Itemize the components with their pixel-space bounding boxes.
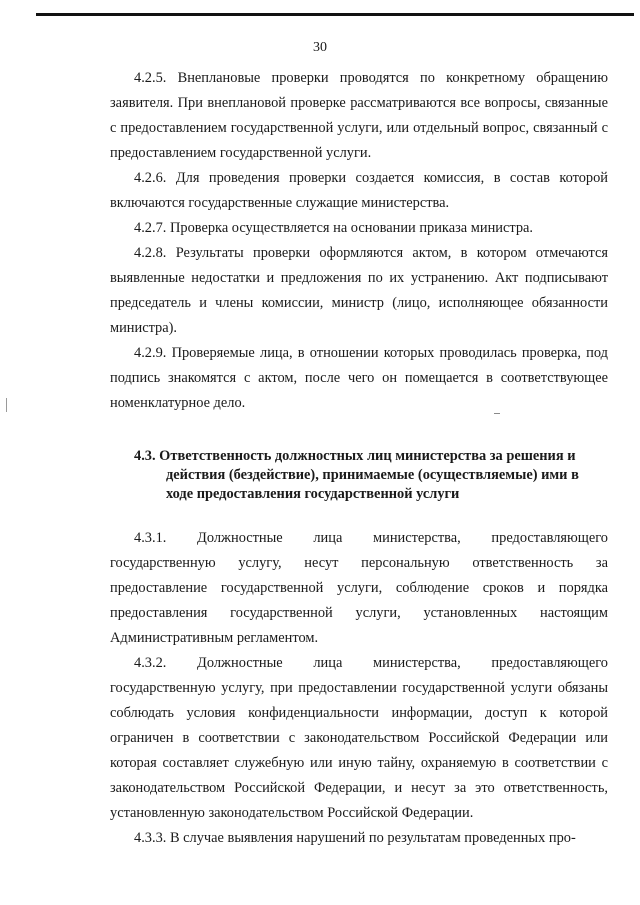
top-rule xyxy=(36,13,634,16)
section-heading-4-3 xyxy=(110,447,608,504)
document-body xyxy=(110,66,608,851)
paragraph-4-3-1: 4.3.1. Должностные лица министерства, предоставляющего государственную услугу, несут персональную ответственность за предоставление государственной услуги, соблюдение сроков и порядка предоставления государственной услуги, установленных настоящим Административным регламентом. xyxy=(110,530,608,646)
paragraph-4-2-5: 4.2.5. Внеплановые проверки проводятся по конкретному обращению заявителя. При внеплановой проверке рассматриваются все вопросы, связанные с предоставлением государственной услуги, или отдельный вопрос, связанный с предоставлением государственной услуги. xyxy=(110,70,608,161)
paragraph-4-2-7: 4.2.7. Проверка осуществляется на основании приказа министра. xyxy=(134,220,534,236)
page-number: 30 xyxy=(313,40,327,55)
scan-artifact xyxy=(6,398,7,412)
paragraph-4-3-3: 4.3.3. В случае выявления нарушений по результатам проведенных про- xyxy=(134,830,576,846)
section-heading-text: 4.3. Ответственность должностных лиц министерства за решения и действия (бездействие), принимаемые (осуществляемые) ими в ходе предоставления государственной услуги xyxy=(134,448,579,502)
paragraph-4-2-6: 4.2.6. Для проведения проверки создается комиссия, в состав которой включаются государственные служащие министерства. xyxy=(110,170,608,211)
paragraph-4-2-8: 4.2.8. Результаты проверки оформляются актом, в котором отмечаются выявленные недостатки и предложения по их устранению. Акт подписывают председатель и члены комиссии, министр (лицо, исполняющее обязанности министра). xyxy=(110,245,608,336)
paragraph-4-2-9: 4.2.9. Проверяемые лица, в отношении которых проводилась проверка, под подпись знакомятся с актом, после чего он помещается в соответствующее номенклатурное дело. xyxy=(110,345,608,411)
paragraph-4-3-2: 4.3.2. Должностные лица министерства, предоставляющего государственную услугу, при предоставлении государственной услуги обязаны соблюдать условия конфиденциальности информации, доступ к которой ограничен в соответствии с законодательством Российской Федерации или которая составляет служебную или иную тайну, охраняемую в соответствии с законодательством Российской Федерации, и несут за это ответственность, установленную законодательством Российской Федерации. xyxy=(110,655,608,821)
